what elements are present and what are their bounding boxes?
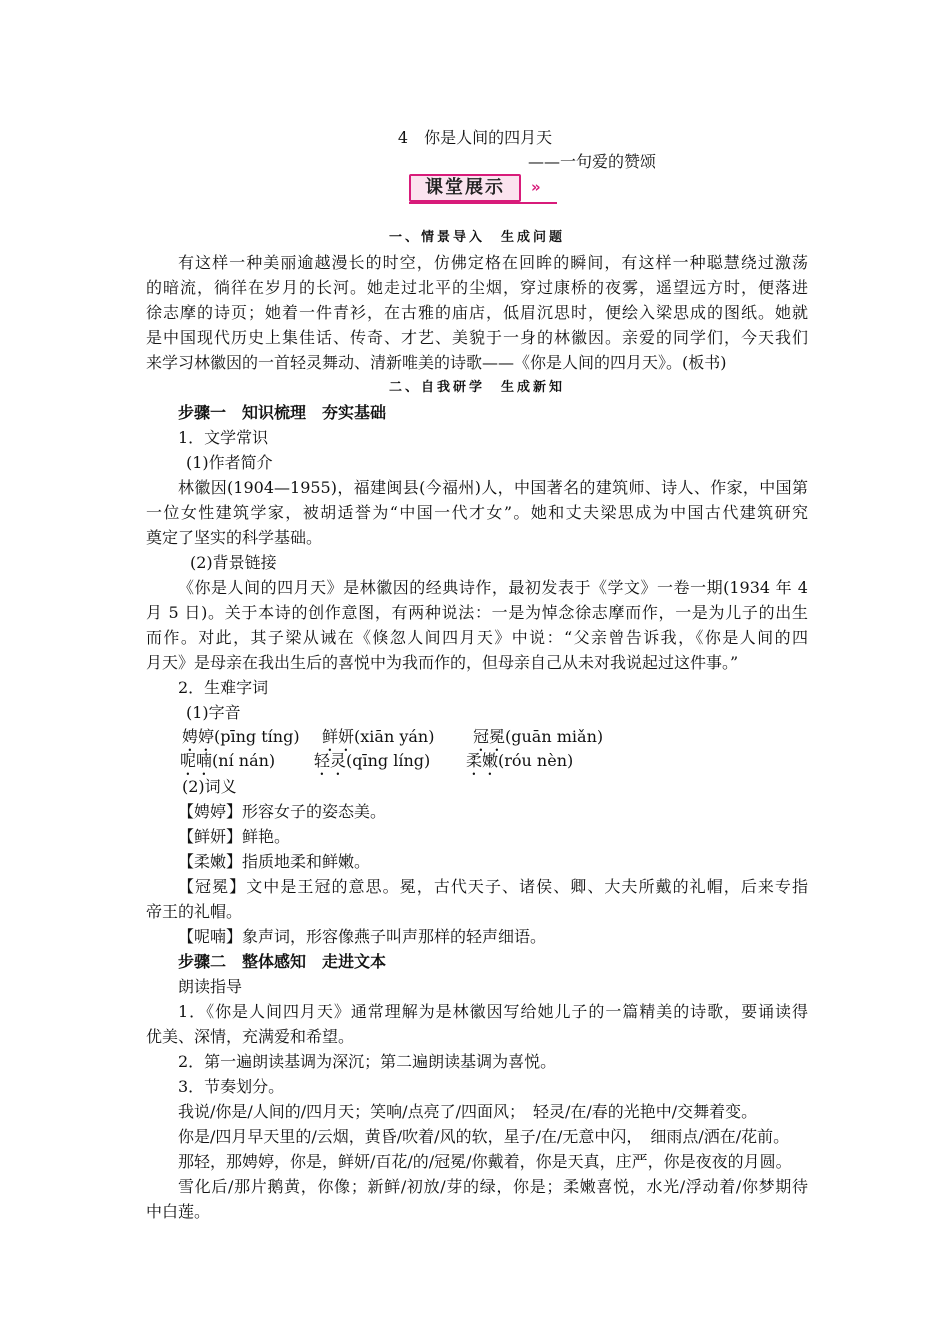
intro-line: 有这样一种美丽逾越漫长的时空，仿佛定格在回眸的瞬间，有这样一种聪慧绕过激荡 — [178, 253, 808, 272]
meaning-line: 【鲜妍】鲜艳。 — [178, 827, 291, 846]
pinyin-word: 鲜妍 — [322, 727, 355, 746]
meaning-line: 【娉婷】形容女子的姿态美。 — [178, 802, 387, 821]
pinyin-word: 柔嫩 — [466, 751, 499, 770]
banner-label: 课堂展示 — [425, 177, 505, 198]
sub-heading: (1)作者简介 — [186, 453, 273, 472]
pinyin-word: 呢喃 — [180, 751, 213, 770]
sub-heading: (2)词义 — [182, 777, 237, 796]
intro-line: 是中国现代历史上集佳话、传奇、才艺、美貌于一身的林徽因。亲爱的同学们，今天我们 — [146, 328, 808, 347]
meaning-line: 【呢喃】象声词，形容像燕子叫声那样的轻声细语。 — [178, 927, 547, 946]
reading-line: 优美、深情，充满爱和希望。 — [146, 1027, 355, 1046]
pinyin-reading: (pīng tíng) — [214, 727, 300, 746]
section-heading-1: 一、情景导入 生成问题 — [388, 230, 565, 245]
pinyin-reading: (qīng líng) — [346, 751, 431, 770]
section-heading-2: 二、自我研学 生成新知 — [388, 380, 565, 395]
intro-line: 来学习林徽因的一首轻灵舞动、清新唯美的诗歌——《你是人间的四月天》。(板书) — [146, 353, 727, 372]
background-line: 而作。对此，其子梁从诫在《倏忽人间四月天》中说：“父亲曾告诉我，《你是人间的四 — [146, 628, 808, 647]
pinyin-reading: (ní nán) — [212, 751, 276, 770]
sub-heading: (2)背景链接 — [190, 553, 277, 572]
background-line: 《你是人间的四月天》是林徽因的经典诗作，最初发表于《学文》一卷一期(1934 年 4 — [178, 578, 808, 597]
rhythm-line: 中白莲。 — [146, 1202, 211, 1221]
author-line: 林徽因(1904—1955)，福建闽县(今福州)人，中国著名的建筑师、诗人、作家，中国第 — [178, 478, 808, 497]
item-heading: 1．文学常识 — [178, 428, 269, 447]
rhythm-line: 你是/四月早天里的/云烟，黄昏/吹着/风的软，星子/在/无意中闪， 细雨点/洒在/花前。 — [178, 1127, 790, 1146]
intro-line: 的暗流，徜徉在岁月的长河。她走过北平的尘烟，穿过康桥的夜雾，遥望远方时，便落进 — [146, 278, 808, 297]
item-heading: 2．生难字词 — [178, 678, 269, 697]
pinyin-word: 冠冕 — [473, 727, 506, 746]
sub-heading: (1)字音 — [186, 703, 241, 722]
double-arrow-icon: » — [531, 178, 541, 196]
pinyin-word: 娉婷 — [182, 727, 215, 746]
reading-line: 2．第一遍朗读基调为深沉；第二遍朗读基调为喜悦。 — [178, 1052, 557, 1071]
rhythm-line: 那轻，那娉婷，你是，鲜妍/百花/的/冠冕/你戴着，你是天真，庄严，你是夜夜的月圆。 — [178, 1152, 792, 1171]
step-heading-2: 步骤二 整体感知 走进文本 — [178, 952, 387, 971]
meaning-line: 【冠冕】文中是王冠的意思。冕，古代天子、诸侯、卿、大夫所戴的礼帽，后来专指 — [178, 877, 808, 896]
step-heading-1: 步骤一 知识梳理 夯实基础 — [178, 403, 387, 422]
meaning-line: 帝王的礼帽。 — [146, 902, 243, 921]
reading-line: 1．《你是人间四月天》通常理解为是林徽因写给她儿子的一篇精美的诗歌，要诵读得 — [178, 1002, 808, 1021]
page-title: 4 你是人间的四月天 — [397, 128, 553, 147]
pinyin-word: 轻灵 — [314, 751, 347, 770]
rhythm-line: 我说/你是/人间的/四月天；笑响/点亮了/四面风； 轻灵/在/春的光艳中/交舞着变。 — [178, 1102, 758, 1121]
background-line: 月天》是母亲在我出生后的喜悦中为我而作的，但母亲自己从未对我说起过这件事。” — [146, 653, 739, 672]
pinyin-reading: (guān miǎn) — [505, 727, 604, 746]
meaning-line: 【柔嫩】指质地柔和鲜嫩。 — [178, 852, 371, 871]
guide-heading: 朗读指导 — [178, 977, 243, 996]
intro-line: 徐志摩的诗页；她着一件青衫，在古雅的庙店，低眉沉思时，便绘入梁思成的图纸。她就 — [146, 303, 808, 322]
section-banner — [409, 174, 557, 204]
author-line: 一位女性建筑学家，被胡适誉为“中国一代才女”。她和丈夫梁思成为中国古代建筑研究 — [146, 503, 808, 522]
reading-line: 3．节奏划分。 — [178, 1077, 285, 1096]
pinyin-reading: (róu nèn) — [498, 751, 574, 770]
author-line: 奠定了坚实的科学基础。 — [146, 528, 323, 547]
pinyin-reading: (xiān yán) — [354, 727, 435, 746]
rhythm-line: 雪化后/那片鹅黄，你像；新鲜/初放/芽的绿，你是；柔嫩喜悦，水光/浮动着/你梦期待 — [178, 1177, 808, 1196]
page-subtitle: ——一句爱的赞颂 — [528, 152, 657, 171]
background-line: 月 5 日)。关于本诗的创作意图，有两种说法：一是为悼念徐志摩而作，一是为儿子的出生 — [146, 603, 808, 622]
banner-underline — [409, 202, 557, 204]
